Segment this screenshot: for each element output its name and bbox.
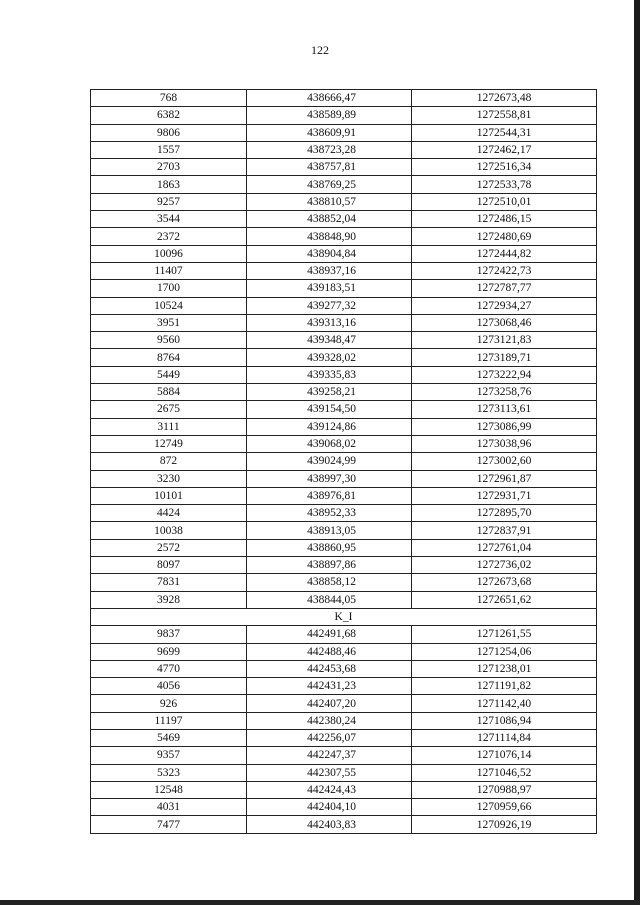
y-coordinate-cell: 1272651,62: [412, 591, 597, 608]
y-coordinate-cell: 1272736,02: [412, 557, 597, 574]
y-coordinate-cell: 1272761,04: [412, 539, 597, 556]
point-number-cell: 8097: [91, 557, 247, 574]
point-number-cell: 1700: [91, 280, 247, 297]
x-coordinate-cell: 442491,68: [247, 626, 412, 643]
x-coordinate-cell: 442247,37: [247, 747, 412, 764]
y-coordinate-cell: 1273068,46: [412, 314, 597, 331]
table-row: [91, 557, 597, 574]
x-coordinate-cell: 438937,16: [247, 262, 412, 279]
y-coordinate-cell: 1272895,70: [412, 505, 597, 522]
x-coordinate-cell: 442453,68: [247, 660, 412, 677]
x-coordinate-cell: 442407,20: [247, 695, 412, 712]
y-coordinate-cell: 1270959,66: [412, 799, 597, 816]
x-coordinate-cell: 438589,89: [247, 107, 412, 124]
x-coordinate-cell: 438844,05: [247, 591, 412, 608]
y-coordinate-cell: 1272480,69: [412, 228, 597, 245]
table-row: [91, 349, 597, 366]
x-coordinate-cell: 438723,28: [247, 141, 412, 158]
y-coordinate-cell: 1270926,19: [412, 816, 597, 833]
table-row: [91, 90, 597, 107]
point-number-cell: 4031: [91, 799, 247, 816]
x-coordinate-cell: 438609,91: [247, 124, 412, 141]
table-row: [91, 107, 597, 124]
point-number-cell: 3951: [91, 314, 247, 331]
y-coordinate-cell: 1273038,96: [412, 435, 597, 452]
x-coordinate-cell: 442488,46: [247, 643, 412, 660]
x-coordinate-cell: 442431,23: [247, 678, 412, 695]
y-coordinate-cell: 1273113,61: [412, 401, 597, 418]
table-row: [91, 643, 597, 660]
table-row: [91, 678, 597, 695]
point-number-cell: 768: [91, 90, 247, 107]
point-number-cell: 3111: [91, 418, 247, 435]
table-row: [91, 522, 597, 539]
point-number-cell: 872: [91, 453, 247, 470]
y-coordinate-cell: 1272462,17: [412, 141, 597, 158]
x-coordinate-cell: 438913,05: [247, 522, 412, 539]
x-coordinate-cell: 438904,84: [247, 245, 412, 262]
point-number-cell: 3230: [91, 470, 247, 487]
point-number-cell: 1863: [91, 176, 247, 193]
y-coordinate-cell: 1272934,27: [412, 297, 597, 314]
x-coordinate-cell: 438757,81: [247, 159, 412, 176]
y-coordinate-cell: 1273121,83: [412, 332, 597, 349]
table-row: [91, 539, 597, 556]
table-row: [91, 747, 597, 764]
table-row: [91, 418, 597, 435]
x-coordinate-cell: 439024,99: [247, 453, 412, 470]
table-row: [91, 280, 597, 297]
point-number-cell: 11407: [91, 262, 247, 279]
x-coordinate-cell: 439124,86: [247, 418, 412, 435]
point-number-cell: 926: [91, 695, 247, 712]
table-row: [91, 366, 597, 383]
x-coordinate-cell: 438848,90: [247, 228, 412, 245]
y-coordinate-cell: 1272837,91: [412, 522, 597, 539]
x-coordinate-cell: 439313,16: [247, 314, 412, 331]
table-row: [91, 211, 597, 228]
y-coordinate-cell: 1271142,40: [412, 695, 597, 712]
x-coordinate-cell: 438952,33: [247, 505, 412, 522]
point-number-cell: 2675: [91, 401, 247, 418]
y-coordinate-cell: 1272516,34: [412, 159, 597, 176]
point-number-cell: 2703: [91, 159, 247, 176]
point-number-cell: 12548: [91, 781, 247, 798]
x-coordinate-cell: 439328,02: [247, 349, 412, 366]
section-header-row: [91, 608, 597, 625]
table-row: [91, 712, 597, 729]
y-coordinate-cell: 1272558,81: [412, 107, 597, 124]
table-row: [91, 816, 597, 833]
table-row: [91, 729, 597, 746]
table-row: [91, 626, 597, 643]
point-number-cell: 9837: [91, 626, 247, 643]
x-coordinate-cell: 439154,50: [247, 401, 412, 418]
point-number-cell: 9560: [91, 332, 247, 349]
point-number-cell: 10038: [91, 522, 247, 539]
y-coordinate-cell: 1272510,01: [412, 193, 597, 210]
table-row: [91, 781, 597, 798]
y-coordinate-cell: 1271086,94: [412, 712, 597, 729]
point-number-cell: 11197: [91, 712, 247, 729]
y-coordinate-cell: 1273189,71: [412, 349, 597, 366]
y-coordinate-cell: 1271254,06: [412, 643, 597, 660]
point-number-cell: 2572: [91, 539, 247, 556]
point-number-cell: 10096: [91, 245, 247, 262]
point-number-cell: 5469: [91, 729, 247, 746]
table-row: [91, 764, 597, 781]
point-number-cell: 4770: [91, 660, 247, 677]
table-row: [91, 159, 597, 176]
table-row: [91, 297, 597, 314]
coordinates-table: [90, 89, 597, 834]
y-coordinate-cell: 1272673,68: [412, 574, 597, 591]
x-coordinate-cell: 442404,10: [247, 799, 412, 816]
table-row: [91, 141, 597, 158]
y-coordinate-cell: 1271261,55: [412, 626, 597, 643]
point-number-cell: 12749: [91, 435, 247, 452]
table-row: [91, 574, 597, 591]
y-coordinate-cell: 1272673,48: [412, 90, 597, 107]
y-coordinate-cell: 1271191,82: [412, 678, 597, 695]
y-coordinate-cell: 1272444,82: [412, 245, 597, 262]
x-coordinate-cell: 438860,95: [247, 539, 412, 556]
point-number-cell: 1557: [91, 141, 247, 158]
table-row: [91, 799, 597, 816]
table-row: [91, 124, 597, 141]
point-number-cell: 10524: [91, 297, 247, 314]
y-coordinate-cell: 1271076,14: [412, 747, 597, 764]
table-row: [91, 332, 597, 349]
page-number: 122: [311, 43, 329, 57]
x-coordinate-cell: 438666,47: [247, 90, 412, 107]
x-coordinate-cell: 439183,51: [247, 280, 412, 297]
point-number-cell: 4056: [91, 678, 247, 695]
point-number-cell: 4424: [91, 505, 247, 522]
point-number-cell: 9806: [91, 124, 247, 141]
table-row: [91, 487, 597, 504]
y-coordinate-cell: 1272422,73: [412, 262, 597, 279]
y-coordinate-cell: 1272787,77: [412, 280, 597, 297]
table-row: [91, 660, 597, 677]
y-coordinate-cell: 1273086,99: [412, 418, 597, 435]
x-coordinate-cell: 442307,55: [247, 764, 412, 781]
x-coordinate-cell: 439068,02: [247, 435, 412, 452]
x-coordinate-cell: 438997,30: [247, 470, 412, 487]
y-coordinate-cell: 1271114,84: [412, 729, 597, 746]
point-number-cell: 5884: [91, 384, 247, 401]
x-coordinate-cell: 438976,81: [247, 487, 412, 504]
x-coordinate-cell: 439258,21: [247, 384, 412, 401]
y-coordinate-cell: 1272931,71: [412, 487, 597, 504]
point-number-cell: 9357: [91, 747, 247, 764]
x-coordinate-cell: 438769,25: [247, 176, 412, 193]
x-coordinate-cell: 438858,12: [247, 574, 412, 591]
table-row: [91, 505, 597, 522]
y-coordinate-cell: 1270988,97: [412, 781, 597, 798]
y-coordinate-cell: 1272486,15: [412, 211, 597, 228]
point-number-cell: 9699: [91, 643, 247, 660]
point-number-cell: 9257: [91, 193, 247, 210]
point-number-cell: 2372: [91, 228, 247, 245]
y-coordinate-cell: 1273258,76: [412, 384, 597, 401]
x-coordinate-cell: 439277,32: [247, 297, 412, 314]
x-coordinate-cell: 438852,04: [247, 211, 412, 228]
y-coordinate-cell: 1271046,52: [412, 764, 597, 781]
section-label: K_I: [91, 608, 597, 625]
x-coordinate-cell: 442256,07: [247, 729, 412, 746]
table-row: [91, 193, 597, 210]
point-number-cell: 6382: [91, 107, 247, 124]
table-row: [91, 228, 597, 245]
point-number-cell: 10101: [91, 487, 247, 504]
x-coordinate-cell: 438897,86: [247, 557, 412, 574]
x-coordinate-cell: 439335,83: [247, 366, 412, 383]
table-row: [91, 176, 597, 193]
table-row: [91, 695, 597, 712]
y-coordinate-cell: 1272533,78: [412, 176, 597, 193]
y-coordinate-cell: 1273002,60: [412, 453, 597, 470]
table-row: [91, 435, 597, 452]
table-row: [91, 401, 597, 418]
table-row: [91, 453, 597, 470]
table-row: [91, 384, 597, 401]
coordinates-table-body: [91, 90, 597, 834]
table-row: [91, 470, 597, 487]
y-coordinate-cell: 1272961,87: [412, 470, 597, 487]
scan-edge-right: [634, 0, 640, 905]
x-coordinate-cell: 439348,47: [247, 332, 412, 349]
point-number-cell: 7831: [91, 574, 247, 591]
x-coordinate-cell: 442403,83: [247, 816, 412, 833]
x-coordinate-cell: 442380,24: [247, 712, 412, 729]
table-row: [91, 262, 597, 279]
table-row: [91, 591, 597, 608]
y-coordinate-cell: 1273222,94: [412, 366, 597, 383]
point-number-cell: 7477: [91, 816, 247, 833]
y-coordinate-cell: 1272544,31: [412, 124, 597, 141]
point-number-cell: 3544: [91, 211, 247, 228]
point-number-cell: 5323: [91, 764, 247, 781]
x-coordinate-cell: 442424,43: [247, 781, 412, 798]
y-coordinate-cell: 1271238,01: [412, 660, 597, 677]
x-coordinate-cell: 438810,57: [247, 193, 412, 210]
table-row: [91, 245, 597, 262]
point-number-cell: 5449: [91, 366, 247, 383]
point-number-cell: 8764: [91, 349, 247, 366]
table-row: [91, 314, 597, 331]
scan-edge-bottom: [0, 900, 640, 905]
point-number-cell: 3928: [91, 591, 247, 608]
